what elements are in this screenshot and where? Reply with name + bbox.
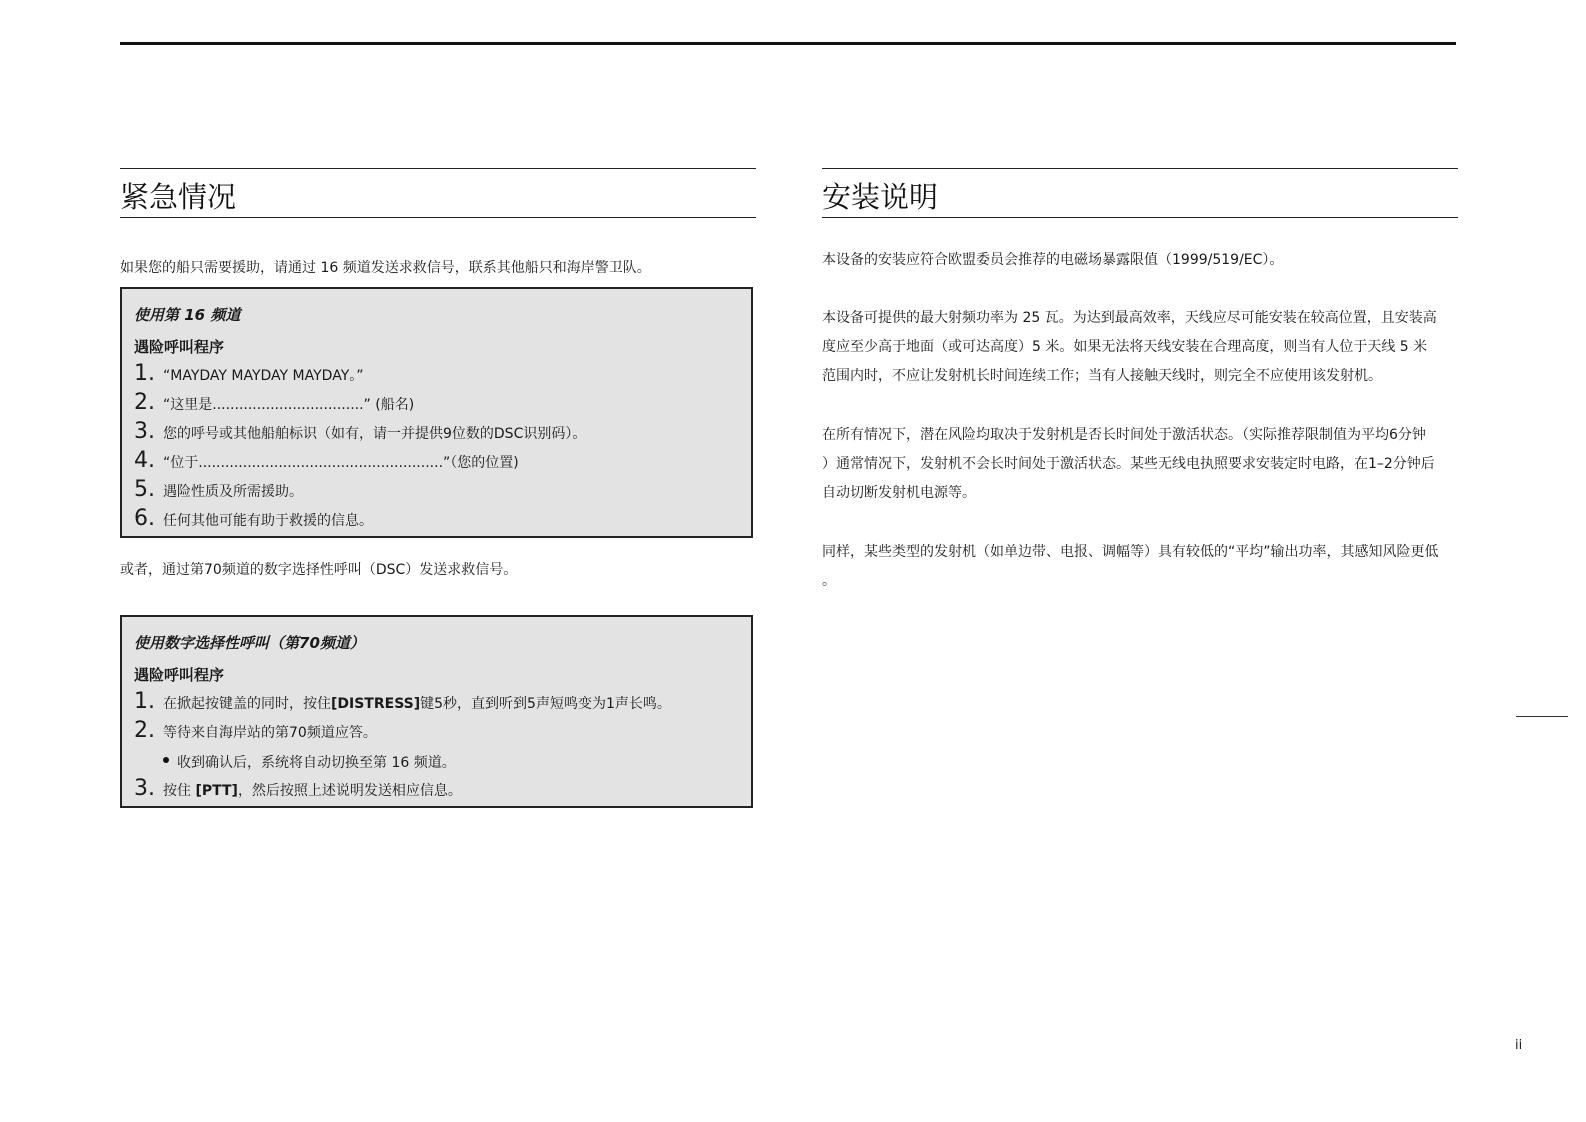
step-text-part: ，然后按照上述说明发送相应信息。 [237,783,462,799]
step-number: 2. [134,390,155,415]
step-number: 2. [134,718,155,743]
paragraph-line: 在所有情况下，潜在风险均取决于发射机是否长时间处于激活状态。（实际推荐限制值为平均6分钟 [822,427,1426,443]
channel16-box [120,287,753,538]
paragraph-line: 。 [822,573,836,589]
step [134,477,739,506]
installation-header [822,168,1458,218]
box-title: 使用第 16 频道 [134,306,241,324]
dsc-box [120,615,753,808]
step [134,506,739,535]
step-text: 任何其他可能有助于救援的信息。 [163,513,373,529]
step-text [163,780,462,800]
step-number: 1. [134,361,155,386]
step-number: 5. [134,477,155,502]
distress-key-label: [DISTRESS] [331,696,421,712]
installation-paragraph-2 [822,304,1458,391]
bullet-icon [163,757,169,763]
installation-paragraph-4 [822,538,1458,596]
emergency-header [120,168,756,218]
step-text: 等待来自海岸站的第70频道应答。 [163,725,377,741]
step-text: “MAYDAY MAYDAY MAYDAY。” [163,368,364,384]
step-text-part: 键5秒，直到听到5声短鸣变为1声长鸣。 [420,696,671,712]
bullet-text: 收到确认后，系统将自动切换至第 16 频道。 [177,754,456,771]
dsc-alternative-text: 或者，通过第70频道的数字选择性呼叫（DSC）发送求救信号。 [120,562,518,578]
paragraph-line: 范围内时，不应让发射机长时间连续工作；当有人接触天线时，则完全不应使用该发射机。 [822,368,1382,384]
step-text [163,693,671,713]
side-tab-marker [1516,716,1568,717]
ptt-key-label: [PTT] [195,783,238,799]
installation-paragraph-3 [822,421,1458,508]
step [134,718,739,747]
step-number: 4. [134,448,155,473]
step-number: 6. [134,506,155,531]
step-number: 3. [134,776,155,801]
step [134,361,739,390]
step-text-part: 按住 [163,783,196,799]
bullet-item [134,747,739,776]
paragraph-line: 同样，某些类型的发射机（如单边带、电报、调幅等）具有较低的“平均”输出功率，其感知风险更低 [822,544,1439,560]
step [134,419,739,448]
step-text: 您的呼号或其他船舶标识（如有，请一并提供9位数的DSC识别码）。 [163,426,587,442]
emergency-section [120,168,756,801]
step-text: “位于.......................................................”（您的位置) [163,455,519,471]
page-number: ii [1515,1038,1523,1053]
paragraph-line: 本设备的安装应符合欧盟委员会推荐的电磁场暴露限值（1999/519/EC）。 [822,252,1284,268]
step [134,776,739,805]
installation-section [822,168,1458,589]
step-text: “这里是..................................” (船名) [163,397,415,413]
installation-paragraph-1 [822,246,1458,275]
emergency-title: 紧急情况 [120,180,237,214]
installation-title: 安装说明 [822,180,939,214]
box-subtitle: 遇险呼叫程序 [134,338,225,356]
box-subtitle: 遇险呼叫程序 [134,666,225,684]
step-number: 1. [134,689,155,714]
step-text-part: 在掀起按键盖的同时，按住 [163,696,331,712]
box-title: 使用数字选择性呼叫（第70频道） [134,634,365,652]
paragraph-line: ）通常情况下，发射机不会长时间处于激活状态。某些无线电执照要求安装定时电路，在1–2分钟后 [822,456,1435,472]
emergency-intro: 如果您的船只需要援助，请通过 16 频道发送求救信号，联系其他船只和海岸警卫队。 [120,260,651,276]
paragraph-line: 本设备可提供的最大射频功率为 25 瓦。为达到最高效率，天线应尽可能安装在较高位置，且安装高 [822,310,1437,326]
step-text: 遇险性质及所需援助。 [163,484,303,500]
step-number: 3. [134,419,155,444]
top-rule [120,42,1456,45]
step [134,689,739,718]
paragraph-line: 度应至少高于地面（或可达高度）5 米。如果无法将天线安装在合理高度，则当有人位于天线 5 米 [822,339,1428,355]
step [134,448,739,477]
step [134,390,739,419]
paragraph-line: 自动切断发射机电源等。 [822,485,976,501]
